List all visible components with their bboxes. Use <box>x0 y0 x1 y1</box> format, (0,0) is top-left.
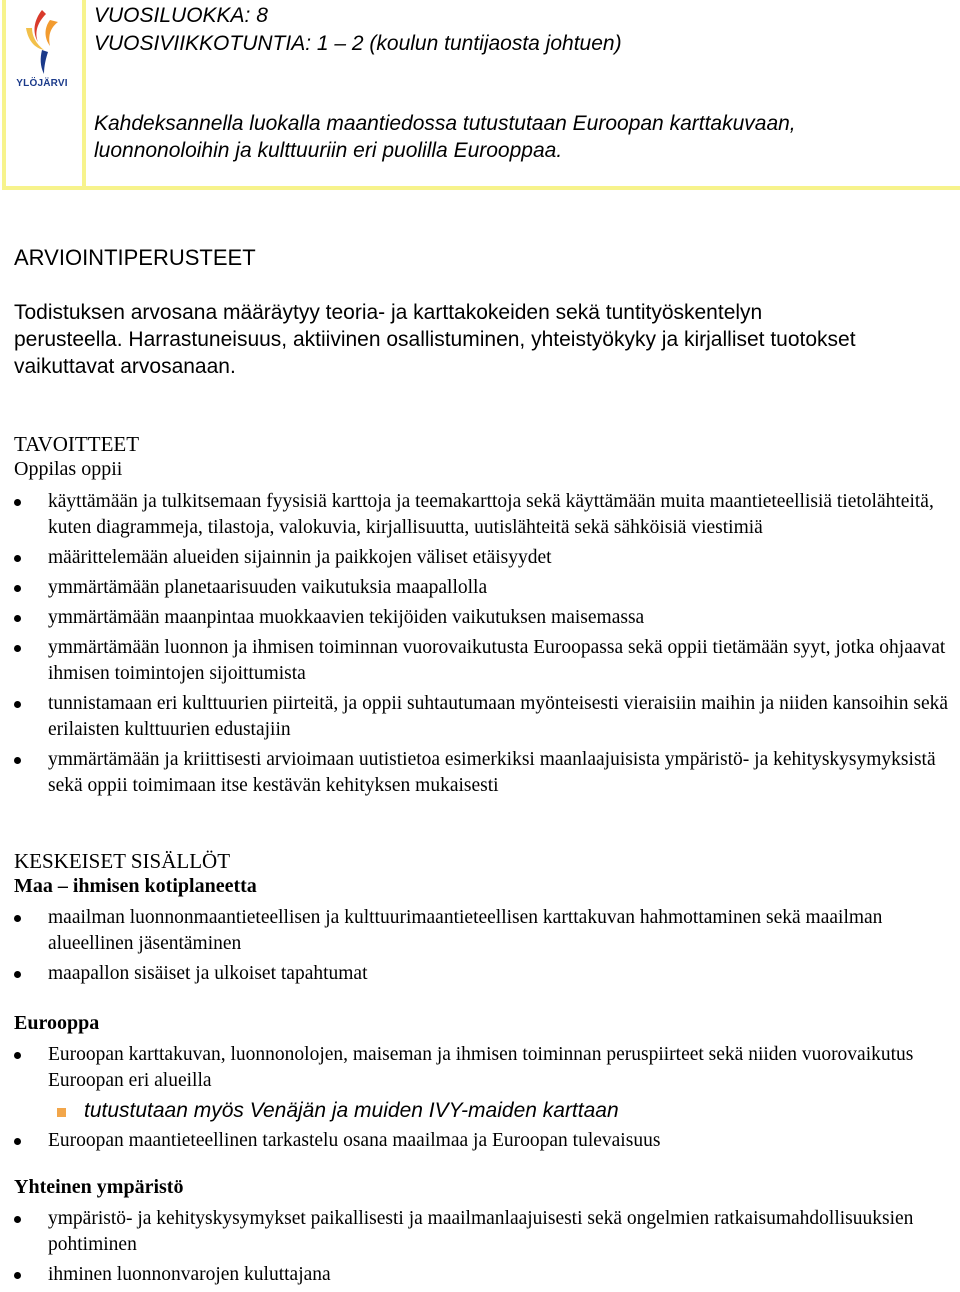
list-subitem: tutustutaan myös Venäjän ja muiden IVY-maiden karttaan <box>0 1098 960 1124</box>
list-item: määrittelemään alueiden sijainnin ja paikkojen väliset etäisyydet <box>0 545 960 571</box>
section-title-europe: Eurooppa <box>14 1012 100 1034</box>
list-item: käyttämään ja tulkitsemaan fyysisiä karttoja ja teemakarttoja sekä käyttämään muita maantieteellisiä tietolähteitä, kuten diagrammeja, tilastoja, valokuvia, kirjallisuutta, uutislähteitä sekä sähköisiä viestimiä <box>0 489 960 541</box>
list-item: ymmärtämään ja kriittisesti arvioimaan uutistietoa esimerkiksi maanlaajuisista ympäristö- ja kehityskysymyksistä sekä oppii toimimaan itse kestävän kehityksen mukaisesti <box>0 747 960 799</box>
earth-list <box>0 905 960 991</box>
description-line: luonnonoloihin ja kulttuuriin eri puolilla Eurooppaa. <box>94 139 563 162</box>
list-item: Euroopan maantieteellinen tarkastelu osana maailmaa ja Euroopan tulevaisuus <box>0 1128 960 1154</box>
list-item: ymmärtämään maanpintaa muokkaavien tekijöiden vaikutuksen maisemassa <box>0 605 960 631</box>
logo-text: YLÖJÄRVI <box>16 78 68 89</box>
ylojarvi-logo-icon <box>14 6 70 78</box>
header-text <box>94 2 954 164</box>
europe-list <box>0 1042 960 1158</box>
logo-cell <box>2 0 86 190</box>
list-item: maapallon sisäiset ja ulkoiset tapahtumat <box>0 961 960 987</box>
header-description <box>94 110 954 164</box>
list-item: ympäristö- ja kehityskysymykset paikallisesti ja maailmanlaajuisesti sekä ongelmien ratkaisumahdollisuuksien pohtiminen <box>0 1206 960 1258</box>
assessment-line: perusteella. Harrastuneisuus, aktiivinen osallistuminen, yhteistyökyky ja kirjalliset tuotokset <box>14 328 856 351</box>
goals-intro: Oppilas oppii <box>14 458 123 480</box>
list-item: ihminen luonnonvarojen kuluttajana <box>0 1262 960 1288</box>
hours-label: VUOSIVIIKKOTUNTIA: 1 – 2 (koulun tuntijaosta johtuen) <box>94 32 622 55</box>
environment-list <box>0 1206 960 1292</box>
list-item: tunnistamaan eri kulttuurien piirteitä, ja oppii suhtautumaan myönteisesti vieraisiin maihin ja niiden kansoihin sekä erilaisten kulttuurien edustajiin <box>0 691 960 743</box>
grade-label: VUOSILUOKKA: 8 <box>94 4 268 27</box>
description-line: Kahdeksannella luokalla maantiedossa tutustutaan Euroopan karttakuvaan, <box>94 112 796 135</box>
assessment-line: vaikuttavat arvosanaan. <box>14 355 236 378</box>
content-heading: KESKEISET SISÄLLÖT <box>14 849 231 873</box>
goals-heading: TAVOITTEET <box>14 432 140 456</box>
section-title-earth: Maa – ihmisen kotiplaneetta <box>14 875 257 897</box>
goals-list <box>0 489 960 803</box>
assessment-text <box>14 299 954 380</box>
assessment-line: Todistuksen arvosana määräytyy teoria- ja karttakokeiden sekä tuntityöskentelyn <box>14 301 763 324</box>
assessment-heading: ARVIOINTIPERUSTEET <box>14 245 256 270</box>
list-item: ymmärtämään luonnon ja ihmisen toiminnan vuorovaikutusta Euroopassa sekä oppii tietämään syyt, jotka ohjaavat ihmisen toimintojen sijoittumista <box>0 635 960 687</box>
list-item: ymmärtämään planetaarisuuden vaikutuksia maapallolla <box>0 575 960 601</box>
list-item: maailman luonnonmaantieteellisen ja kulttuurimaantieteellisen karttakuvan hahmottaminen sekä maailman alueellinen jäsentäminen <box>0 905 960 957</box>
list-item: Euroopan karttakuvan, luonnonolojen, maiseman ja ihmisen toiminnan peruspiirteet sekä niiden vuorovaikutus Euroopan eri alueilla <box>0 1042 960 1094</box>
section-title-environment: Yhteinen ympäristö <box>14 1176 184 1198</box>
